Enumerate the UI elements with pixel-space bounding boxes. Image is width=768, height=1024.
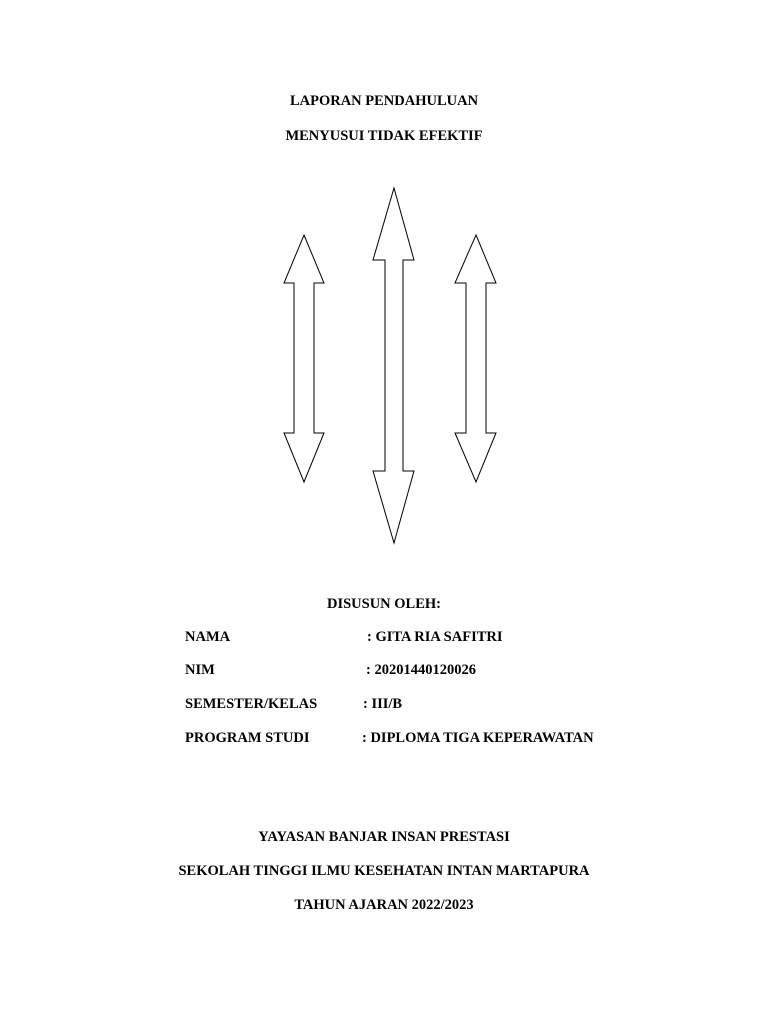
field-label: NIM <box>185 662 215 678</box>
institution-name: SEKOLAH TINGGI ILMU KESEHATAN INTAN MARTAPURA <box>178 863 590 879</box>
field-value: : 20201440120026 <box>366 662 476 678</box>
report-subtitle: MENYUSUI TIDAK EFEKTIF <box>285 128 483 144</box>
report-title: LAPORAN PENDAHULUAN <box>289 93 479 109</box>
double-arrow-icon <box>284 235 324 482</box>
field-row-semester <box>0 696 768 716</box>
field-label: PROGRAM STUDI <box>185 730 310 746</box>
field-label: SEMESTER/KELAS <box>185 696 318 712</box>
field-value: : DIPLOMA TIGA KEPERAWATAN <box>362 730 594 746</box>
field-row-nim <box>0 662 768 682</box>
field-value: : GITA RIA SAFITRI <box>367 629 503 645</box>
author-heading: DISUSUN OLEH: <box>326 596 441 612</box>
double-arrow-icon <box>455 235 496 482</box>
field-label: NAMA <box>185 629 231 645</box>
field-row-program <box>0 730 768 750</box>
academic-year: TAHUN AJARAN 2022/2023 <box>294 897 474 913</box>
foundation-name: YAYASAN BANJAR INSAN PRESTASI <box>258 829 510 845</box>
double-arrow-icon <box>373 188 414 543</box>
field-row-nama <box>0 629 768 649</box>
field-value: : III/B <box>363 696 403 712</box>
